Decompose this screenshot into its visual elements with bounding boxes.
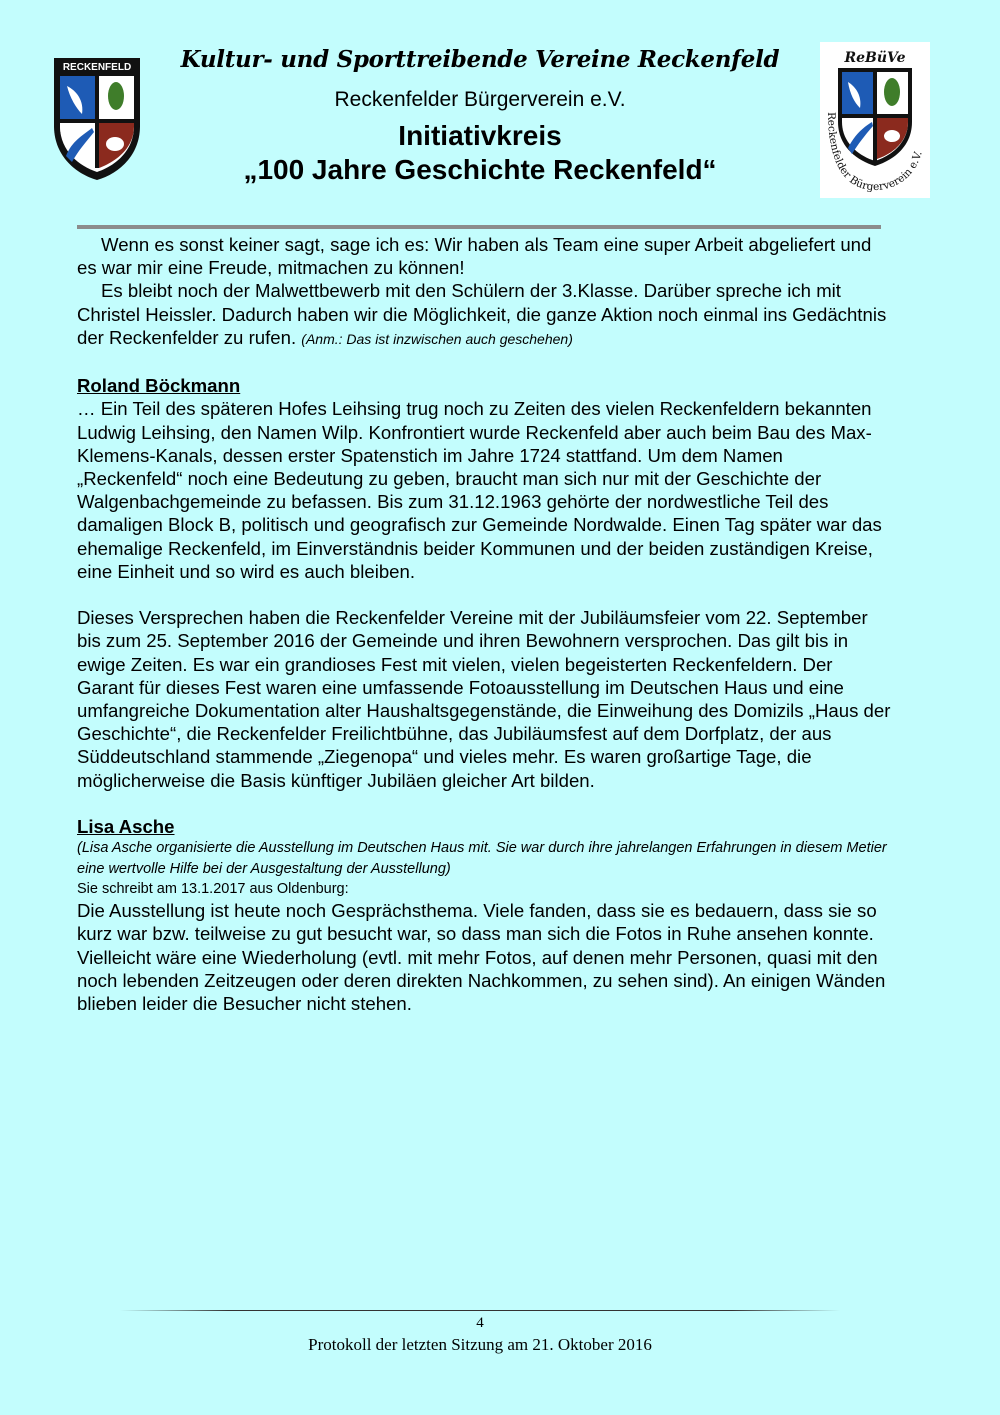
organisation-title: Kultur- und Sporttreibende Vereine Reckenfeld <box>180 46 780 73</box>
svg-text:Reckenfelder Bürgerverein e.V.: Reckenfelder Bürgerverein e.V. <box>824 111 925 194</box>
lisa-note: (Lisa Asche organisierte die Ausstellung im Deutschen Haus mit. Sie war durch ihre jahrelangen Erfahrungen in diesem Metier eine wertvolle Hilfe bei der Ausgestaltung der Ausstellung) <box>77 840 887 877</box>
initiativ-title: Initiativkreis <box>398 120 562 151</box>
lisa-paragraph-2: Vielleicht wäre eine Wiederholung (evtl. mit mehr Fotos, auf denen mehr Personen, quasi mit den noch lebenden Zeitzeugen oder deren direkten Nachkommen, zu sehen sind). An einigen Wänden blieben leider die Besucher nicht stehen. <box>77 946 886 1015</box>
section-heading-lisa: Lisa Asche <box>77 816 175 838</box>
intro-paragraph-1: Wenn es sonst keiner sagt, sage ich es: Wir haben als Team eine super Arbeit abgeliefert und es war mir eine Freude, mitmachen zu können! <box>77 234 872 279</box>
annotation-note: (Anm.: Das ist inzwischen auch geschehen) <box>301 330 573 347</box>
lisa-paragraph-1: Die Ausstellung ist heute noch Gesprächsthema. Viele fanden, dass sie es bedauern, dass sie so kurz war bzw. teilweise zu gut besucht war, so dass man sich die Fotos in Ruhe ansehen konnte. <box>77 900 877 945</box>
footer-text: Protokoll der letzten Sitzung am 21. Oktober 2016 <box>308 1335 652 1354</box>
intro-paragraph-2-text: Es bleibt noch der Malwettbewerb mit den Schülern der 3.Klasse. Darüber spreche ich mit Christel Heissler. Dadurch haben wir die Möglichkeit, die ganze Aktion noch einmal ins Gedächtnis der Reckenfelder zu rufen. <box>77 280 887 348</box>
document-body <box>77 233 892 1015</box>
roland-paragraph-1: … Ein Teil des späteren Hofes Leihsing trug noch zu Zeiten des vielen Reckenfeldern bekannten Ludwig Leihsing, den Namen Wilp. Konfrontiert wurde Reckenfeld aber auch beim Bau des Max-Klemens-Kanals, dessen erster Spatenstich im Jahre 1724 stattfand. Um dem Namen „Reckenfeld“ noch eine Bedeutung zu geben, braucht man sich nur mit der Geschichte der Walgenbachgemeinde zu befassen. Bis zum 31.12.1963 gehörte der nordwestliche Teil des damaligen Block B, politisch und geografisch zur Gemeinde Nordwalde. Einen Tag später war das ehemalige Reckenfeld, im Einverständnis beider Kommunen und der beiden zuständigen Kreise, eine Einheit und so wird es auch bleiben. <box>77 398 882 582</box>
section-heading-roland: Roland Böckmann <box>77 375 241 397</box>
lisa-dateline: Sie schreibt am 13.1.2017 aus Oldenburg: <box>77 881 349 898</box>
footer-divider <box>120 1310 840 1311</box>
reckenfeld-crest-logo <box>52 56 142 182</box>
intro-paragraph-2 <box>77 279 892 351</box>
page-number: 4 <box>476 1315 484 1331</box>
svg-text:RECKENFELD: RECKENFELD <box>62 62 132 73</box>
rebueve-crest-logo <box>820 42 930 198</box>
verein-name: Reckenfelder Bürgerverein e.V. <box>334 88 626 111</box>
svg-text:ReBüVe: ReBüVe <box>844 50 906 66</box>
roland-paragraph-2: Dieses Versprechen haben die Reckenfelder Vereine mit der Jubiläumsfeier vom 22. September bis zum 25. September 2016 der Gemeinde und ihren Bewohnern versprochen. Das gilt bis in ewige Zeiten. Es war ein grandioses Fest mit vielen, vielen begeisterten Reckenfeldern. Der Garant für dieses Fest waren eine umfassende Fotoausstellung im Deutschen Haus und eine umfangreiche Dokumentation alter Haushaltsgegenstände, die Einweihung des Domizils „Haus der Geschichte“, die Reckenfelder Freilichtbühne, das Jubiläumsfest auf dem Dorfplatz, der aus Süddeutschland stammende „Ziegenopa“ und vieles mehr. Es waren großartige Tage, die möglicherweise die Basis künftiger Jubiläen gleicher Art bilden. <box>77 607 891 791</box>
header-divider <box>77 225 881 229</box>
project-title: „100 Jahre Geschichte Reckenfeld“ <box>243 154 717 185</box>
